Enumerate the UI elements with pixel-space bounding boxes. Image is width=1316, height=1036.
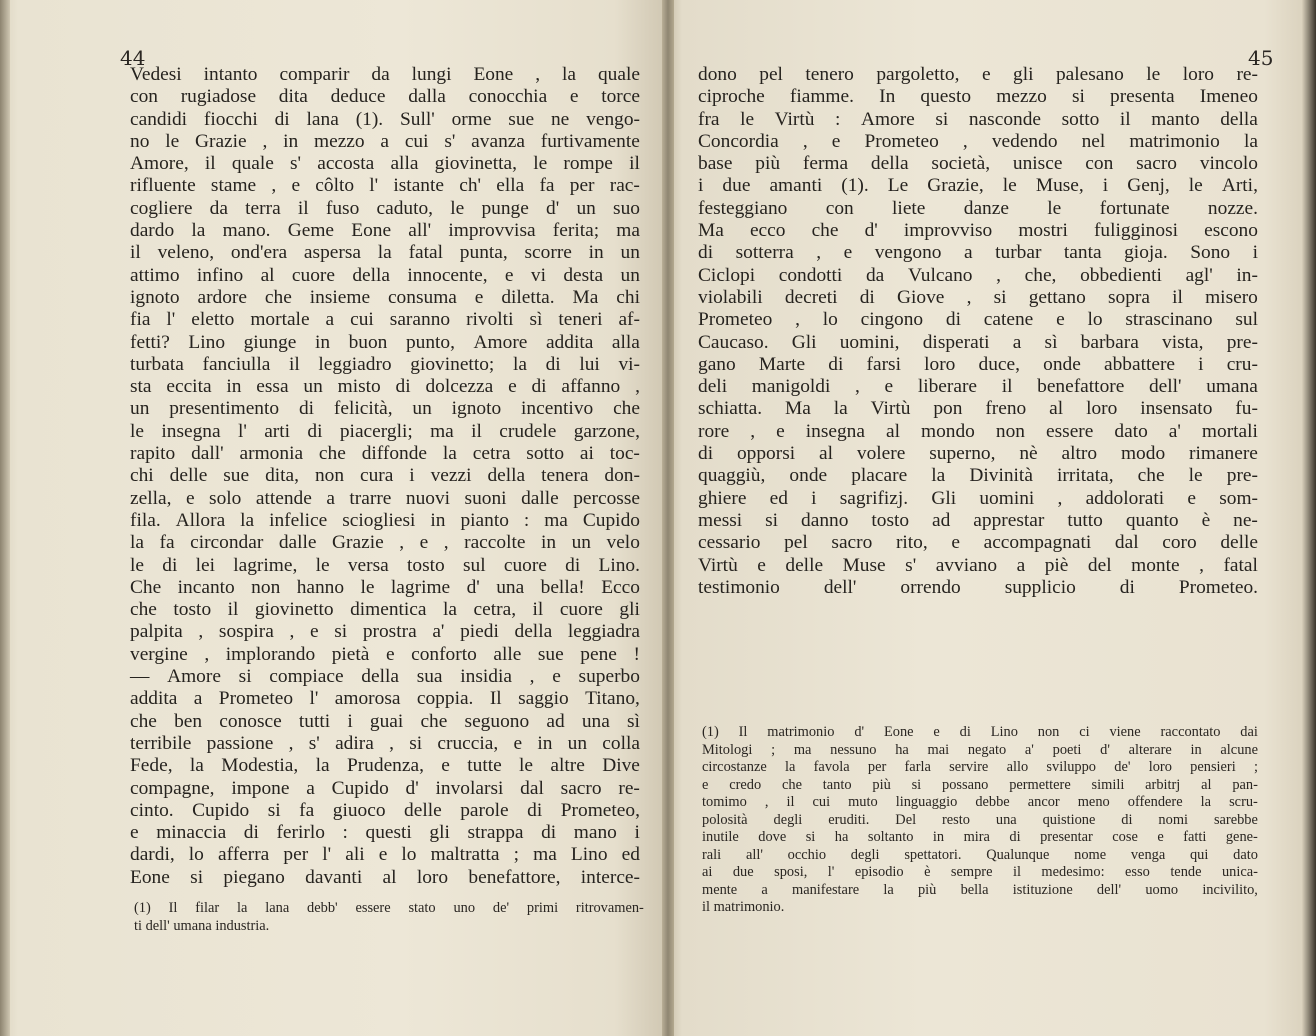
text-line: no le Grazie , in mezzo a cui s' avanza furtivamente [130, 130, 640, 152]
text-line: inutile dove si ha soltanto in mira di presentar cose e fatti gene- [702, 829, 1258, 845]
text-line: base più ferma della società, unisce con sacro vincolo [698, 153, 1258, 175]
text-line: cogliere da terra il fuso caduto, le punge d' un suo [130, 197, 640, 219]
text-line: deli manigoldi , e liberare il benefattore dell' umana [698, 376, 1258, 398]
text-line: che ben conosce tutti i guai che seguono ad una sì [130, 710, 640, 732]
right-page-body-text [698, 64, 1258, 599]
text-line: polosità degli eruditi. Del resto una quistione di nomi sarebbe [702, 811, 1258, 828]
text-line: Concordia , e Prometeo , vedendo nel matrimonio la [698, 130, 1258, 152]
text-line: fia l' eletto mortale a cui saranno rivolti sì teneri af- [130, 309, 640, 331]
text-line: che tosto il giovinetto dimentica la cetra, il cuore gli [130, 599, 640, 621]
text-line: (1) Il matrimonio d' Eone e di Lino non ci viene raccontato dai [702, 724, 1258, 740]
text-line: ignoto ardore che insieme consuma e diletta. Ma chi [130, 286, 640, 308]
right-page-edge [1302, 0, 1316, 1036]
text-line: terribile passione , s' adira , si cruccia, e in un colla [130, 732, 640, 754]
left-page-edge [0, 0, 10, 1036]
text-line: gano Marte di farsi loro duce, onde abbattere i cru- [698, 353, 1258, 375]
text-line: di opporsi al volere superno, nè altro modo rimanere [698, 443, 1258, 465]
text-line: di sotterra , e vengono a turbar tanta gioja. Sono i [698, 242, 1258, 264]
text-line: chi delle sue dita, non cura i vezzi della tenera don- [130, 465, 640, 487]
text-line: addita a Prometeo l' amorosa coppia. Il saggio Titano, [130, 688, 640, 710]
text-line: Virtù e delle Muse s' avviano a piè del monte , fatal [698, 554, 1258, 576]
text-line: ti dell' umana industria. [134, 917, 270, 934]
text-line: e credo che tanto più si possano permettere simili arbitrj al pan- [702, 776, 1258, 793]
text-line: schiatta. Ma la Virtù pon freno al loro insensato fu- [698, 398, 1258, 420]
text-line: rali all' occhio degli spettatori. Qualunque nome venga qui dato [702, 846, 1258, 863]
text-line: dono pel tenero pargoletto, e gli palesano le loro re- [698, 64, 1258, 85]
text-line: Vedesi intanto comparir da lungi Eone , la quale [130, 64, 640, 85]
right-page [668, 0, 1316, 1036]
text-line: mente a manifestare la più bella istituzione dell' uomo incivilito, [702, 881, 1258, 898]
text-line: dardo la mano. Geme Eone all' improvvisa ferita; ma [130, 220, 640, 242]
text-line: la fa circondar dalle Grazie , e , raccolte in un velo [130, 532, 640, 554]
text-line: Prometeo , lo cingono di catene e lo strascinano sul [698, 309, 1258, 331]
text-line: cessario pel sacro rito, e accompagnati dal coro delle [698, 532, 1258, 554]
text-line: e minaccia di ferirlo : questi gli strappa di mano i [130, 822, 640, 844]
text-line: Eone si piegano davanti al loro benefattore, interce- [130, 866, 640, 888]
text-line: festeggiano con liete danze le fortunate nozze. [698, 197, 1258, 219]
text-line: il matrimonio. [702, 899, 785, 915]
text-line: vergine , implorando pietà e conforto alle sue pene ! [130, 643, 640, 665]
text-line: circostanze la favola per farla servire allo sviluppo de' loro pensieri ; [702, 759, 1258, 775]
text-line: fetti? Lino giunge in buon punto, Amore addita alla [130, 331, 640, 353]
text-line: ghiere ed i sagrifizj. Gli uomini , addolorati e som- [698, 487, 1258, 509]
text-line: rapito dall' armonia che diffonde la cetra sotto ai toc- [130, 443, 640, 465]
text-line: le insegna l' arti di piacergli; ma il crudele garzone, [130, 420, 640, 442]
text-line: — Amore si compiace della sua insidia , e superbo [130, 666, 640, 688]
text-line: con rugiadose dita deduce dalla conocchia e torce [130, 86, 640, 108]
text-line: fila. Allora la infelice sciogliesi in pianto : ma Cupido [130, 509, 640, 531]
text-line: violabili decreti di Giove , si gettano sopra il misero [698, 286, 1258, 308]
text-line: (1) Il filar la lana debb' essere stato uno de' primi ritrovamen- [134, 900, 644, 916]
text-line: attimo infino al cuore della innocente, e vi desta un [130, 264, 640, 286]
text-line: fra le Virtù : Amore si nasconde sotto il manto della [698, 108, 1258, 130]
text-line: le di lei lagrime, le versa tosto sul cuore di Lino. [130, 554, 640, 576]
text-line: tomimo , il cui muto linguaggio debbe ancor meno offendere la scru- [702, 794, 1258, 810]
text-line: rifluente stame , e côlto l' istante ch' ella fa per rac- [130, 175, 640, 197]
text-line: i due amanti (1). Le Grazie, le Muse, i Genj, le Arti, [698, 175, 1258, 197]
text-line: Fede, la Modestia, la Prudenza, e tutte le altre Dive [130, 755, 640, 777]
book-gutter [662, 0, 674, 1036]
text-line: cinto. Cupido si fa giuoco delle parole di Prometeo, [130, 799, 640, 821]
left-page-footnote [134, 900, 644, 935]
text-line: quaggiù, onde placare la Divinità irritata, che le pre- [698, 465, 1258, 487]
text-line: sta eccita in essa un misto di dolcezza e di affanno , [130, 376, 640, 398]
text-line: Ma ecco che d' improvviso mostri fuligginosi escono [698, 220, 1258, 242]
text-line: compagne, impone a Cupido d' involarsi dal sacro re- [130, 777, 640, 799]
text-line: messi si danno tosto ad apprestar tutto quanto è ne- [698, 509, 1258, 531]
text-line: zella, e solo attende a trarre nuovi suoni dalle percosse [130, 487, 640, 509]
text-line: testimonio dell' orrendo supplicio di Prometeo. [698, 576, 1258, 598]
left-page-body-text [130, 64, 640, 889]
text-line: Caucaso. Gli uomini, disperati a sì barbara vista, pre- [698, 331, 1258, 353]
right-page-footnote [702, 724, 1258, 917]
text-line: dardi, lo afferra per l' ali e lo maltratta ; ma Lino ed [130, 844, 640, 866]
text-line: candidi fiocchi di lana (1). Sull' orme sue ne vengo- [130, 108, 640, 130]
text-line: un presentimento di felicità, un ignoto incentivo che [130, 398, 640, 420]
text-line: Mitologi ; ma nessuno ha mai negato a' poeti d' alterare in alcune [702, 741, 1258, 758]
text-line: turbata fanciulla il leggiadro giovinetto; la di lui vi- [130, 353, 640, 375]
text-line: ciproche fiamme. In questo mezzo si presenta Imeneo [698, 86, 1258, 108]
text-line: ai due sposi, l' episodio è sempre il medesimo: esso tende unica- [702, 864, 1258, 880]
text-line: palpita , sospira , e si prostra a' piedi della leggiadra [130, 621, 640, 643]
text-line: Amore, il quale s' accosta alla giovinetta, le rompe il [130, 153, 640, 175]
text-line: Ciclopi condotti da Vulcano , che, obbedienti agl' in- [698, 264, 1258, 286]
page-number-right: 45 [1248, 46, 1274, 70]
text-line: Che incanto non hanno le lagrime d' una bella! Ecco [130, 576, 640, 598]
text-line: il veleno, ond'era aspersa la fatal punta, scorre in un [130, 242, 640, 264]
page-number-left: 44 [120, 46, 146, 70]
text-line: rore , e insegna al mondo non essere dato a' mortali [698, 420, 1258, 442]
